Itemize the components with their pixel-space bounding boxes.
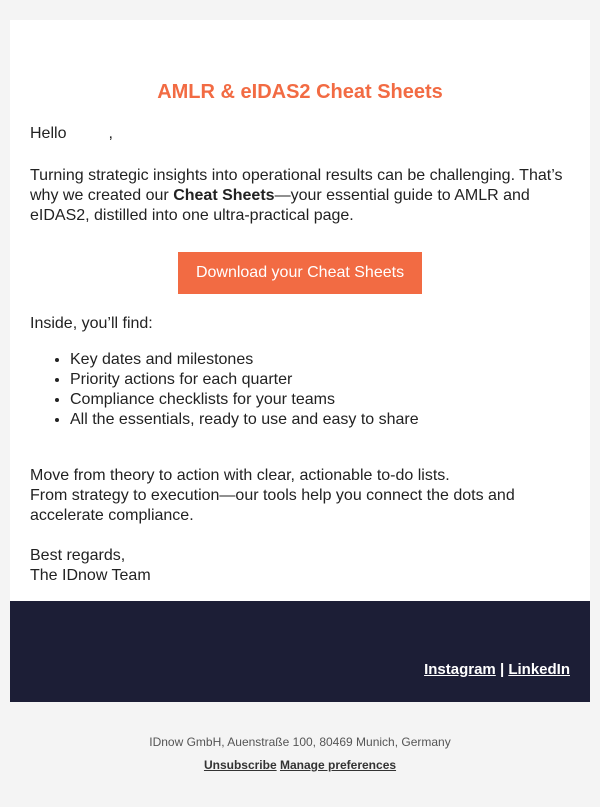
email-body bbox=[30, 124, 570, 586]
intro-text-start: Turning strategic insights into operational results can be challenging. That’s why we created our bbox=[30, 167, 563, 204]
closing-line-2: From strategy to execution—our tools help you connect the dots and accelerate compliance. bbox=[30, 487, 515, 524]
greeting-text: Hello bbox=[30, 125, 67, 142]
social-separator: | bbox=[499, 661, 505, 678]
email-title: AMLR & eIDAS2 Cheat Sheets bbox=[157, 81, 443, 103]
manage-preferences-link[interactable]: Manage preferences bbox=[279, 758, 397, 772]
greeting bbox=[30, 124, 570, 144]
signoff-text: Best regards, bbox=[30, 547, 126, 564]
social-links bbox=[424, 661, 570, 679]
unsubscribe-link[interactable]: Unsubscribe bbox=[203, 758, 277, 772]
inside-label: Inside, you’ll find: bbox=[30, 315, 153, 332]
company-address: IDnow GmbH, Auenstraße 100, 80469 Munich, Germany bbox=[149, 735, 451, 749]
intro-bold-text: Cheat Sheets bbox=[173, 187, 275, 204]
footer-band bbox=[10, 601, 590, 702]
email-card bbox=[10, 20, 590, 602]
feature-item: • All the essentials, ready to use and easy to share bbox=[70, 410, 570, 430]
download-cheat-sheets-button[interactable]: Download your Cheat Sheets bbox=[178, 252, 422, 294]
closing-line-1: Move from theory to action with clear, actionable to-do lists. bbox=[30, 467, 450, 484]
linkedin-link[interactable]: LinkedIn bbox=[508, 661, 570, 678]
feature-item: • Compliance checklists for your teams bbox=[70, 390, 570, 410]
greeting-comma: , bbox=[108, 125, 113, 142]
intro-paragraph bbox=[30, 166, 570, 226]
cta-container bbox=[30, 252, 570, 294]
legal-links bbox=[0, 757, 600, 773]
instagram-link[interactable]: Instagram bbox=[424, 661, 496, 678]
signature: The IDnow Team bbox=[30, 567, 151, 584]
feature-list bbox=[30, 350, 570, 430]
signoff bbox=[30, 546, 570, 586]
intro-text-end: —your essential guide to AMLR and eIDAS2, distilled into one ultra-practical page. bbox=[30, 187, 530, 224]
feature-item: • Priority actions for each quarter bbox=[70, 370, 570, 390]
feature-item: • Key dates and milestones bbox=[70, 350, 570, 370]
